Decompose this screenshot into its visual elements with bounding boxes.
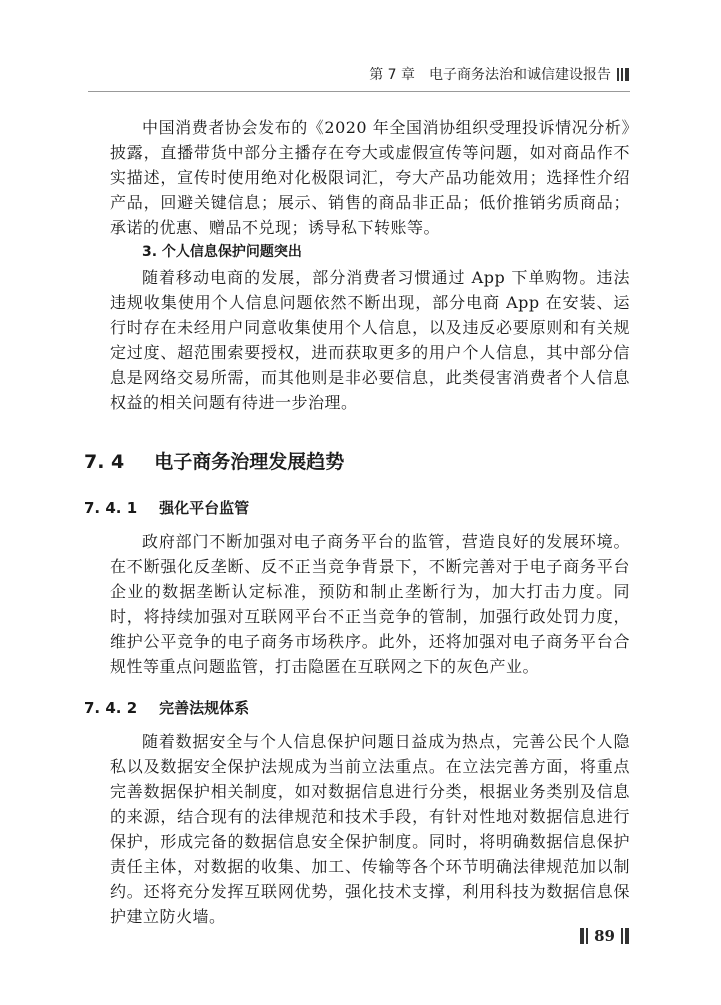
subsection-heading-platform <box>84 493 604 523</box>
subheading-personal-info: 3. 个人信息保护问题突出 <box>142 244 302 260</box>
chapter-title: 电子商务法治和诚信建设报告 <box>429 67 611 83</box>
subsection-heading-regulations <box>84 693 604 723</box>
section-number: 7. 4 <box>84 451 125 473</box>
paragraph-platform-regulation: 政府部门不断加强对电子商务平台的监管，营造良好的发展环境。在不断强化反垄断、反不正当竞争背景下，不断完善对于电子商务平台企业的数据垄断认定标准，预防和制止垄断行为，加大打击力度。同时，将持续加强对互联网平台不正当竞争的管制，加强行政处罚力度，维护公平竞争的电子商务市场秩序。此外，还将加强对电子商务平台合规性等重点问题监管，打击隐匿在互联网之下的灰色产业。 <box>110 532 630 676</box>
running-header <box>369 64 629 84</box>
subsection-title-text: 完善法规体系 <box>159 699 250 717</box>
header-bars-decoration <box>617 68 629 81</box>
page-footer <box>580 927 629 945</box>
paragraph-livestream-issues: 中国消费者协会发布的《2020 年全国消协组织受理投诉情况分析》披露，直播带货中部分主播存在夸大或虚假宣传等问题，如对商品作不实描述，宣传时使用绝对化极限词汇，夸大产品功能效用；选择性介绍产品，回避关键信息；展示、销售的商品非正品；低价推销劣质商品；承诺的优惠、赠品不兑现；诱导私下转账等。 <box>110 118 630 237</box>
section-heading <box>84 445 604 479</box>
paragraph-regulation-system: 随着数据安全与个人信息保护问题日益成为热点，完善公民个人隐私以及数据安全保护法规成为当前立法重点。在立法完善方面，将重点完善数据保护相关制度，如对数据信息进行分类，根据业务类别及信息的来源，结合现有的法律规范和技术手段，有针对性地对数据信息进行保护，形成完备的数据信息安全保护制度。同时，将明确数据信息保护责任主体，对数据的收集、加工、传输等各个环节明确法律规范加以制约。还将充分发挥互联网优势，强化技术支撑，利用科技为数据信息保护建立防火墙。 <box>110 732 630 926</box>
header-divider <box>88 91 630 92</box>
subsection-number: 7. 4. 1 <box>84 499 138 517</box>
subsection-title-text: 强化平台监管 <box>159 499 250 517</box>
chapter-label: 第 7 章 <box>369 67 415 83</box>
paragraph-personal-info: 随着移动电商的发展，部分消费者习惯通过 App 下单购物。违法违规收集使用个人信息问题依然不断出现，部分电商 App 在安装、运行时存在未经用户同意收集使用个人信息，以及违反必要原则和有关规定过度、超范围索要授权，进而获取更多的用户个人信息，其中部分信息是网络交易所需，而其他则是非必要信息，此类侵害消费者个人信息权益的相关问题有待进一步治理。 <box>110 268 630 412</box>
page-body <box>84 115 630 929</box>
page-number: 89 <box>594 927 615 945</box>
section-title-text: 电子商务治理发展趋势 <box>154 451 345 473</box>
footer-bars-decoration-right <box>621 928 629 944</box>
footer-bars-decoration-left <box>580 928 588 944</box>
subsection-number: 7. 4. 2 <box>84 699 138 717</box>
